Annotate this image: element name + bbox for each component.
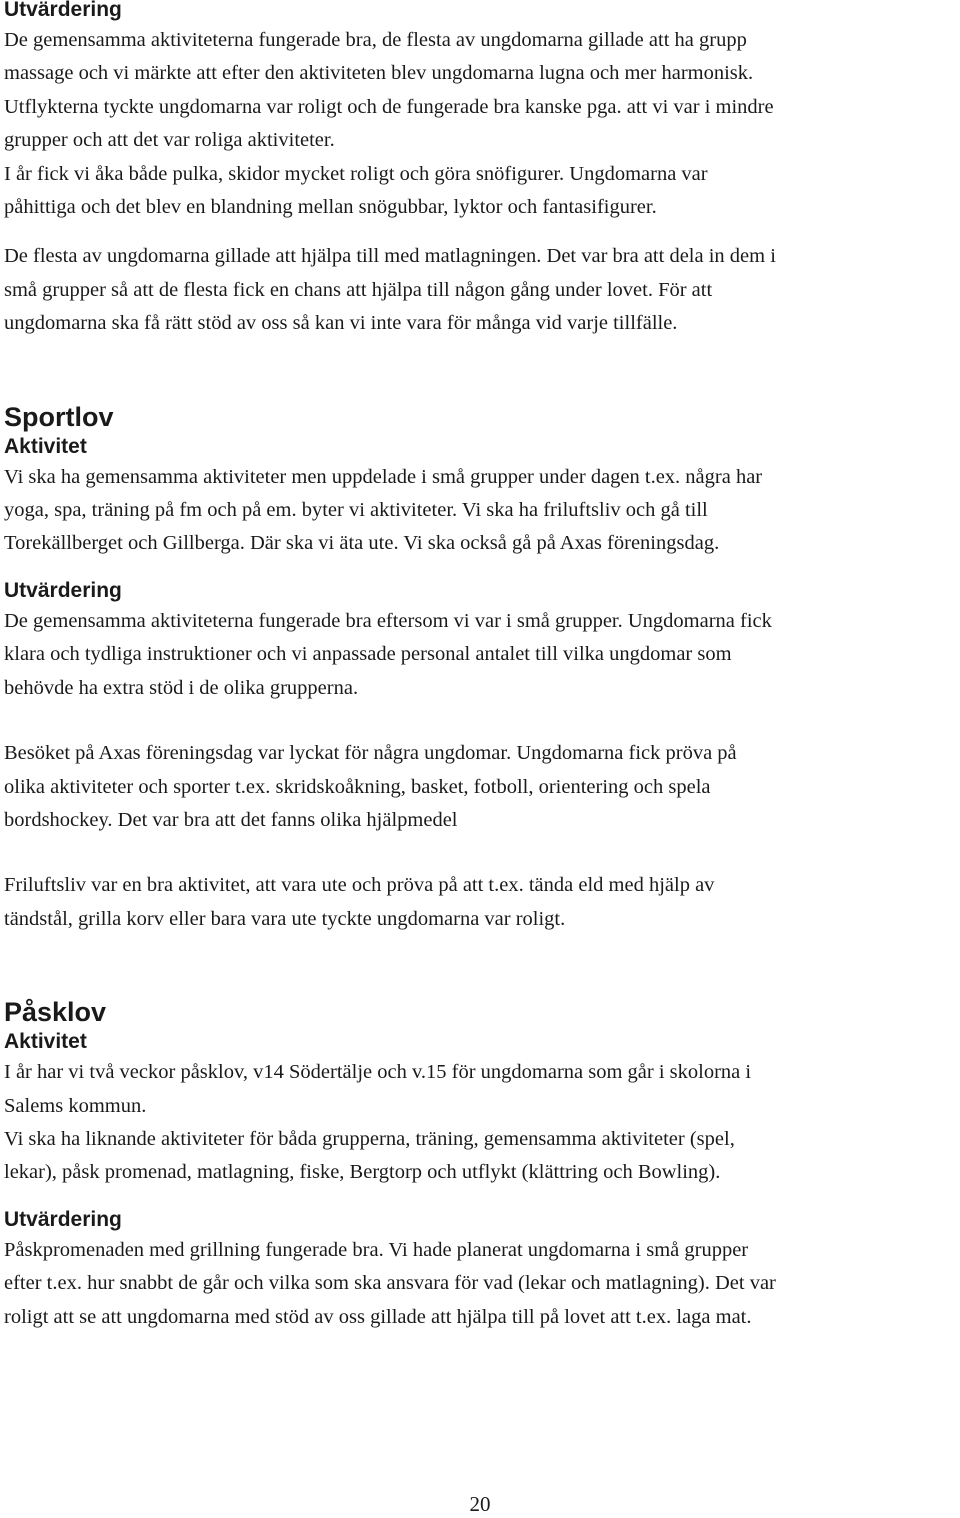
evaluation-heading: Utvärdering (4, 578, 122, 602)
evaluation-paragraph (4, 737, 956, 837)
text-line: De gemensamma aktiviteterna fungerade bra, de flesta av ungdomarna gillade att ha grupp (4, 29, 747, 51)
activity-heading: Aktivitet (4, 1030, 87, 1054)
text-line: yoga, spa, träning på fm och på em. byter vi aktiviteter. Vi ska ha friluftsliv och gå till (4, 499, 708, 522)
sportlov-heading: Sportlov (4, 401, 114, 432)
text-line: grupper och att det var roliga aktiviteter. (4, 129, 335, 152)
text-line: Torekällberget och Gillberga. Där ska vi äta ute. Vi ska också gå på Axas föreningsdag. (4, 532, 720, 555)
text-line: Salems kommun. (4, 1094, 147, 1117)
evaluation-heading: Utvärdering (4, 0, 122, 21)
text-line: lekar), påsk promenad, matlagning, fiske, Bergtorp och utflykt (klättring och Bowling). (4, 1161, 721, 1184)
text-line: De flesta av ungdomarna gillade att hjälpa till med matlagningen. Det var bra att dela in dem i (4, 245, 776, 268)
spacer (4, 837, 956, 869)
text-line: Friluftsliv var en bra aktivitet, att vara ute och pröva på att t.ex. tända eld med hjälp av (4, 874, 715, 897)
text-line: tändstål, grilla korv eller bara vara ute tyckte ungdomarna var roligt. (4, 907, 566, 930)
spacer (4, 341, 956, 401)
text-line: Utflykterna tyckte ungdomarna var roligt och de fungerade bra kanske pga. att vi var i mindre (4, 95, 774, 118)
text-line: I år har vi två veckor påsklov, v14 Södertälje och v.15 för ungdomarna som går i skolorna i (4, 1061, 752, 1084)
spacer (4, 705, 956, 737)
activity-paragraph (4, 1123, 956, 1190)
text-line: små grupper så att de flesta fick en chans att hjälpa till någon gång under lovet. För att (4, 278, 713, 301)
page-number: 20 (469, 1492, 491, 1516)
text-line: massage och vi märkte att efter den aktiviteten blev ungdomarna lugna och mer harmonisk. (4, 62, 754, 85)
text-line: påhittiga och det blev en blandning mellan snögubbar, lyktor och fantasifigurer. (4, 196, 657, 219)
text-line: bordshockey. Det var bra att det fanns olika hjälpmedel (4, 808, 458, 831)
evaluation-paragraph (4, 1234, 956, 1334)
text-line: efter t.ex. hur snabbt de går och vilka som ska ansvara för vad (lekar och matlagning). Det var (4, 1272, 776, 1295)
text-line: ungdomarna ska få rätt stöd av oss så kan vi inte vara för många vid varje tillfälle. (4, 312, 678, 335)
spacer (4, 224, 956, 240)
evaluation-paragraph (4, 605, 956, 705)
text-line: Påskpromenaden med grillning fungerade bra. Vi hade planerat ungdomarna i små grupper (4, 1238, 749, 1261)
activity-heading: Aktivitet (4, 434, 87, 458)
text-line: klara och tydliga instruktioner och vi anpassade personal antalet till vilka ungdomar som (4, 643, 732, 666)
text-line: I år fick vi åka både pulka, skidor mycket roligt och göra snöfigurer. Ungdomarna var (4, 162, 708, 185)
evaluation-heading: Utvärdering (4, 1207, 122, 1231)
text-line: behövde ha extra stöd i de olika grupperna. (4, 676, 359, 699)
spacer (4, 1190, 956, 1206)
pasklov-heading: Påsklov (4, 997, 107, 1028)
text-line: Vi ska ha gemensamma aktiviteter men uppdelade i små grupper under dagen t.ex. några har (4, 465, 763, 488)
spacer (4, 936, 956, 996)
text-line: olika aktiviteter och sporter t.ex. skridskoåkning, basket, fotboll, orientering och spela (4, 775, 711, 798)
text-line: De gemensamma aktiviteterna fungerade bra eftersom vi var i små grupper. Ungdomarna fick (4, 609, 772, 632)
text-line: Vi ska ha liknande aktiviteter för båda grupperna, träning, gemensamma aktiviteter (spel, (4, 1127, 735, 1150)
text-line: roligt att se att ungdomarna med stöd av oss gillade att hjälpa till på lovet att t.ex. laga mat. (4, 1305, 752, 1328)
text-line: Besöket på Axas föreningsdag var lyckat för några ungdomar. Ungdomarna fick pröva på (4, 742, 737, 765)
activity-paragraph (4, 461, 956, 561)
evaluation-paragraph (4, 24, 956, 224)
activity-paragraph (4, 1056, 956, 1123)
evaluation-paragraph (4, 240, 956, 340)
spacer (4, 561, 956, 577)
document-page (4, 0, 956, 1334)
evaluation-paragraph (4, 869, 956, 936)
